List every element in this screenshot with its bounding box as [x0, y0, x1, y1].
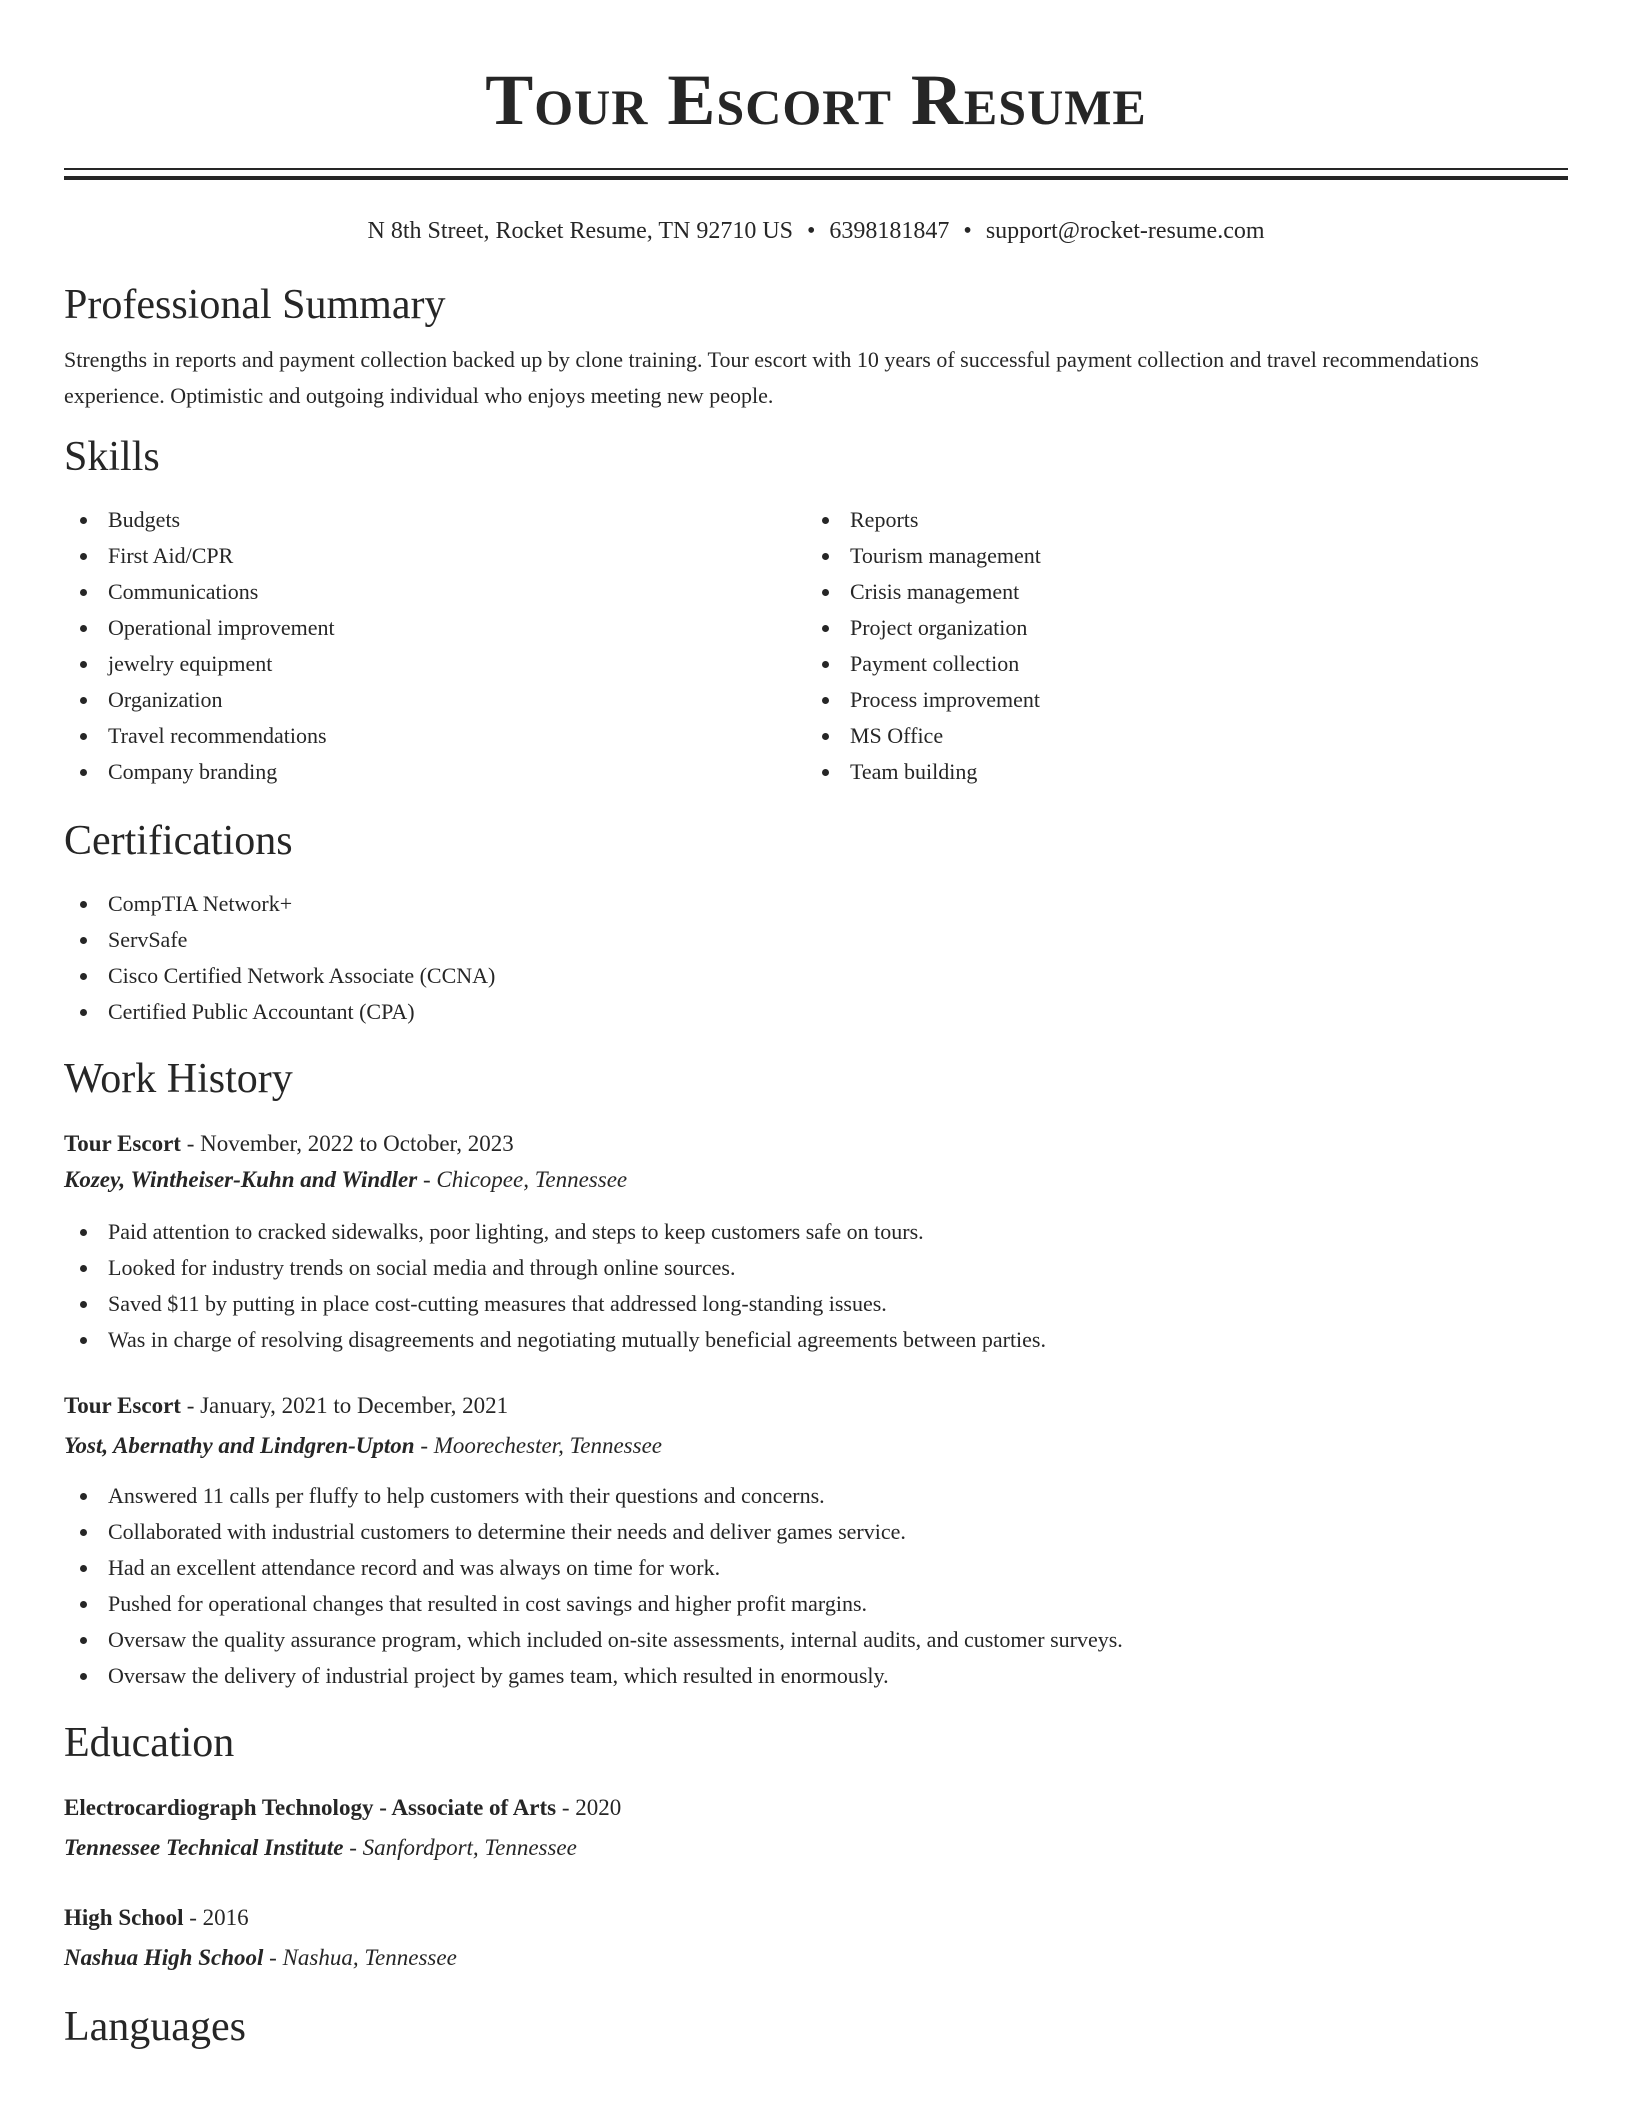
education-location: - Nashua, Tennessee	[263, 1945, 457, 1970]
skills-list-left	[64, 502, 806, 790]
skill-item: First Aid/CPR	[64, 538, 806, 574]
job-company-line	[64, 1162, 1568, 1198]
skills-heading: Skills	[64, 434, 160, 480]
job-location: - Moorechester, Tennessee	[414, 1433, 663, 1458]
education-school-line	[64, 1940, 1568, 1976]
education-year: - 2020	[556, 1795, 622, 1820]
job-bullet: Saved $11 by putting in place cost-cutting measures that addressed long-standing issues.	[64, 1286, 1568, 1322]
skill-item: jewelry equipment	[64, 646, 806, 682]
contact-separator: •	[807, 218, 816, 244]
skills-columns	[64, 502, 1568, 790]
job-entry	[64, 1388, 1568, 1694]
skills-section	[64, 432, 1568, 790]
job-bullet: Oversaw the quality assurance program, which included on-site assessments, internal audits, and customer surveys.	[64, 1622, 1568, 1658]
certification-item: Cisco Certified Network Associate (CCNA)	[64, 958, 1568, 994]
skill-item: Team building	[806, 754, 1548, 790]
resume-page	[64, 0, 1568, 2052]
job-bullet: Oversaw the delivery of industrial project by games team, which resulted in enormously.	[64, 1658, 1568, 1694]
job-title-line	[64, 1126, 1568, 1162]
skills-list-right	[806, 502, 1548, 790]
skill-item: Communications	[64, 574, 806, 610]
job-title-line	[64, 1388, 1568, 1424]
skill-item: MS Office	[806, 718, 1548, 754]
contact-email: support@rocket-resume.com	[985, 218, 1265, 244]
skill-item: Company branding	[64, 754, 806, 790]
contact-phone: 6398181847	[829, 218, 950, 244]
skill-item: Project organization	[806, 610, 1548, 646]
work-history-section	[64, 1054, 1568, 1694]
job-bullet: Collaborated with industrial customers to determine their needs and deliver games service.	[64, 1514, 1568, 1550]
education-degree-line	[64, 1790, 1568, 1826]
job-bullet: Pushed for operational changes that resulted in cost savings and higher profit margins.	[64, 1586, 1568, 1622]
education-school: Nashua High School	[64, 1945, 264, 1970]
certification-item: Certified Public Accountant (CPA)	[64, 994, 1568, 1030]
summary-section	[64, 280, 1568, 414]
contact-address: N 8th Street, Rocket Resume, TN 92710 US	[367, 218, 794, 244]
education-year: - 2016	[183, 1905, 249, 1930]
education-entry	[64, 1900, 1568, 1976]
job-entry	[64, 1126, 1568, 1358]
certifications-heading: Certifications	[64, 818, 293, 864]
skill-item: Tourism management	[806, 538, 1548, 574]
job-bullet: Answered 11 calls per fluffy to help customers with their questions and concerns.	[64, 1478, 1568, 1514]
education-degree-line	[64, 1900, 1568, 1936]
skill-item: Reports	[806, 502, 1548, 538]
education-heading: Education	[64, 1720, 235, 1766]
skill-item: Operational improvement	[64, 610, 806, 646]
job-company: Yost, Abernathy and Lindgren-Upton	[64, 1433, 415, 1458]
job-title: Tour Escort	[64, 1393, 181, 1418]
title-divider-thin	[64, 168, 1568, 170]
education-school: Tennessee Technical Institute	[64, 1835, 344, 1860]
languages-section	[64, 2002, 1568, 2052]
contact-line	[64, 216, 1568, 246]
title-divider-thick	[64, 176, 1568, 180]
job-bullets	[64, 1478, 1568, 1694]
certifications-list	[64, 886, 1568, 1030]
resume-title: Tour Escort Resume	[485, 60, 1147, 140]
certification-item: ServSafe	[64, 922, 1568, 958]
summary-text: Strengths in reports and payment collection backed up by clone training. Tour escort with 10 years of successful payment collection and travel recommendations experience. Optimistic and outgoing individual who enjoys meeting new people.	[64, 347, 1479, 408]
job-bullet: Paid attention to cracked sidewalks, poor lighting, and steps to keep customers safe on tours.	[64, 1214, 1568, 1250]
job-bullet: Was in charge of resolving disagreements and negotiating mutually beneficial agreements between parties.	[64, 1322, 1568, 1358]
certifications-section	[64, 816, 1568, 1030]
certification-item: CompTIA Network+	[64, 886, 1568, 922]
skill-item: Payment collection	[806, 646, 1548, 682]
job-location: - Chicopee, Tennessee	[417, 1167, 628, 1192]
skill-item: Process improvement	[806, 682, 1548, 718]
job-company: Kozey, Wintheiser-Kuhn and Windler	[64, 1167, 418, 1192]
work-history-heading: Work History	[64, 1056, 293, 1102]
languages-heading: Languages	[64, 2004, 246, 2050]
education-location: - Sanfordport, Tennessee	[343, 1835, 577, 1860]
education-entry	[64, 1790, 1568, 1866]
education-degree: High School	[64, 1905, 184, 1930]
skill-item: Crisis management	[806, 574, 1548, 610]
skill-item: Organization	[64, 682, 806, 718]
job-bullet: Had an excellent attendance record and was always on time for work.	[64, 1550, 1568, 1586]
job-bullet: Looked for industry trends on social media and through online sources.	[64, 1250, 1568, 1286]
job-company-line	[64, 1428, 1568, 1464]
job-dates: - November, 2022 to October, 2023	[180, 1131, 514, 1156]
skill-item: Travel recommendations	[64, 718, 806, 754]
job-title: Tour Escort	[64, 1131, 181, 1156]
job-dates: - January, 2021 to December, 2021	[180, 1393, 509, 1418]
education-school-line	[64, 1830, 1568, 1866]
summary-heading: Professional Summary	[64, 282, 446, 328]
skill-item: Budgets	[64, 502, 806, 538]
job-bullets	[64, 1214, 1568, 1358]
education-degree: Electrocardiograph Technology - Associate of Arts	[64, 1795, 557, 1820]
contact-separator: •	[963, 218, 972, 244]
education-section	[64, 1718, 1568, 1976]
